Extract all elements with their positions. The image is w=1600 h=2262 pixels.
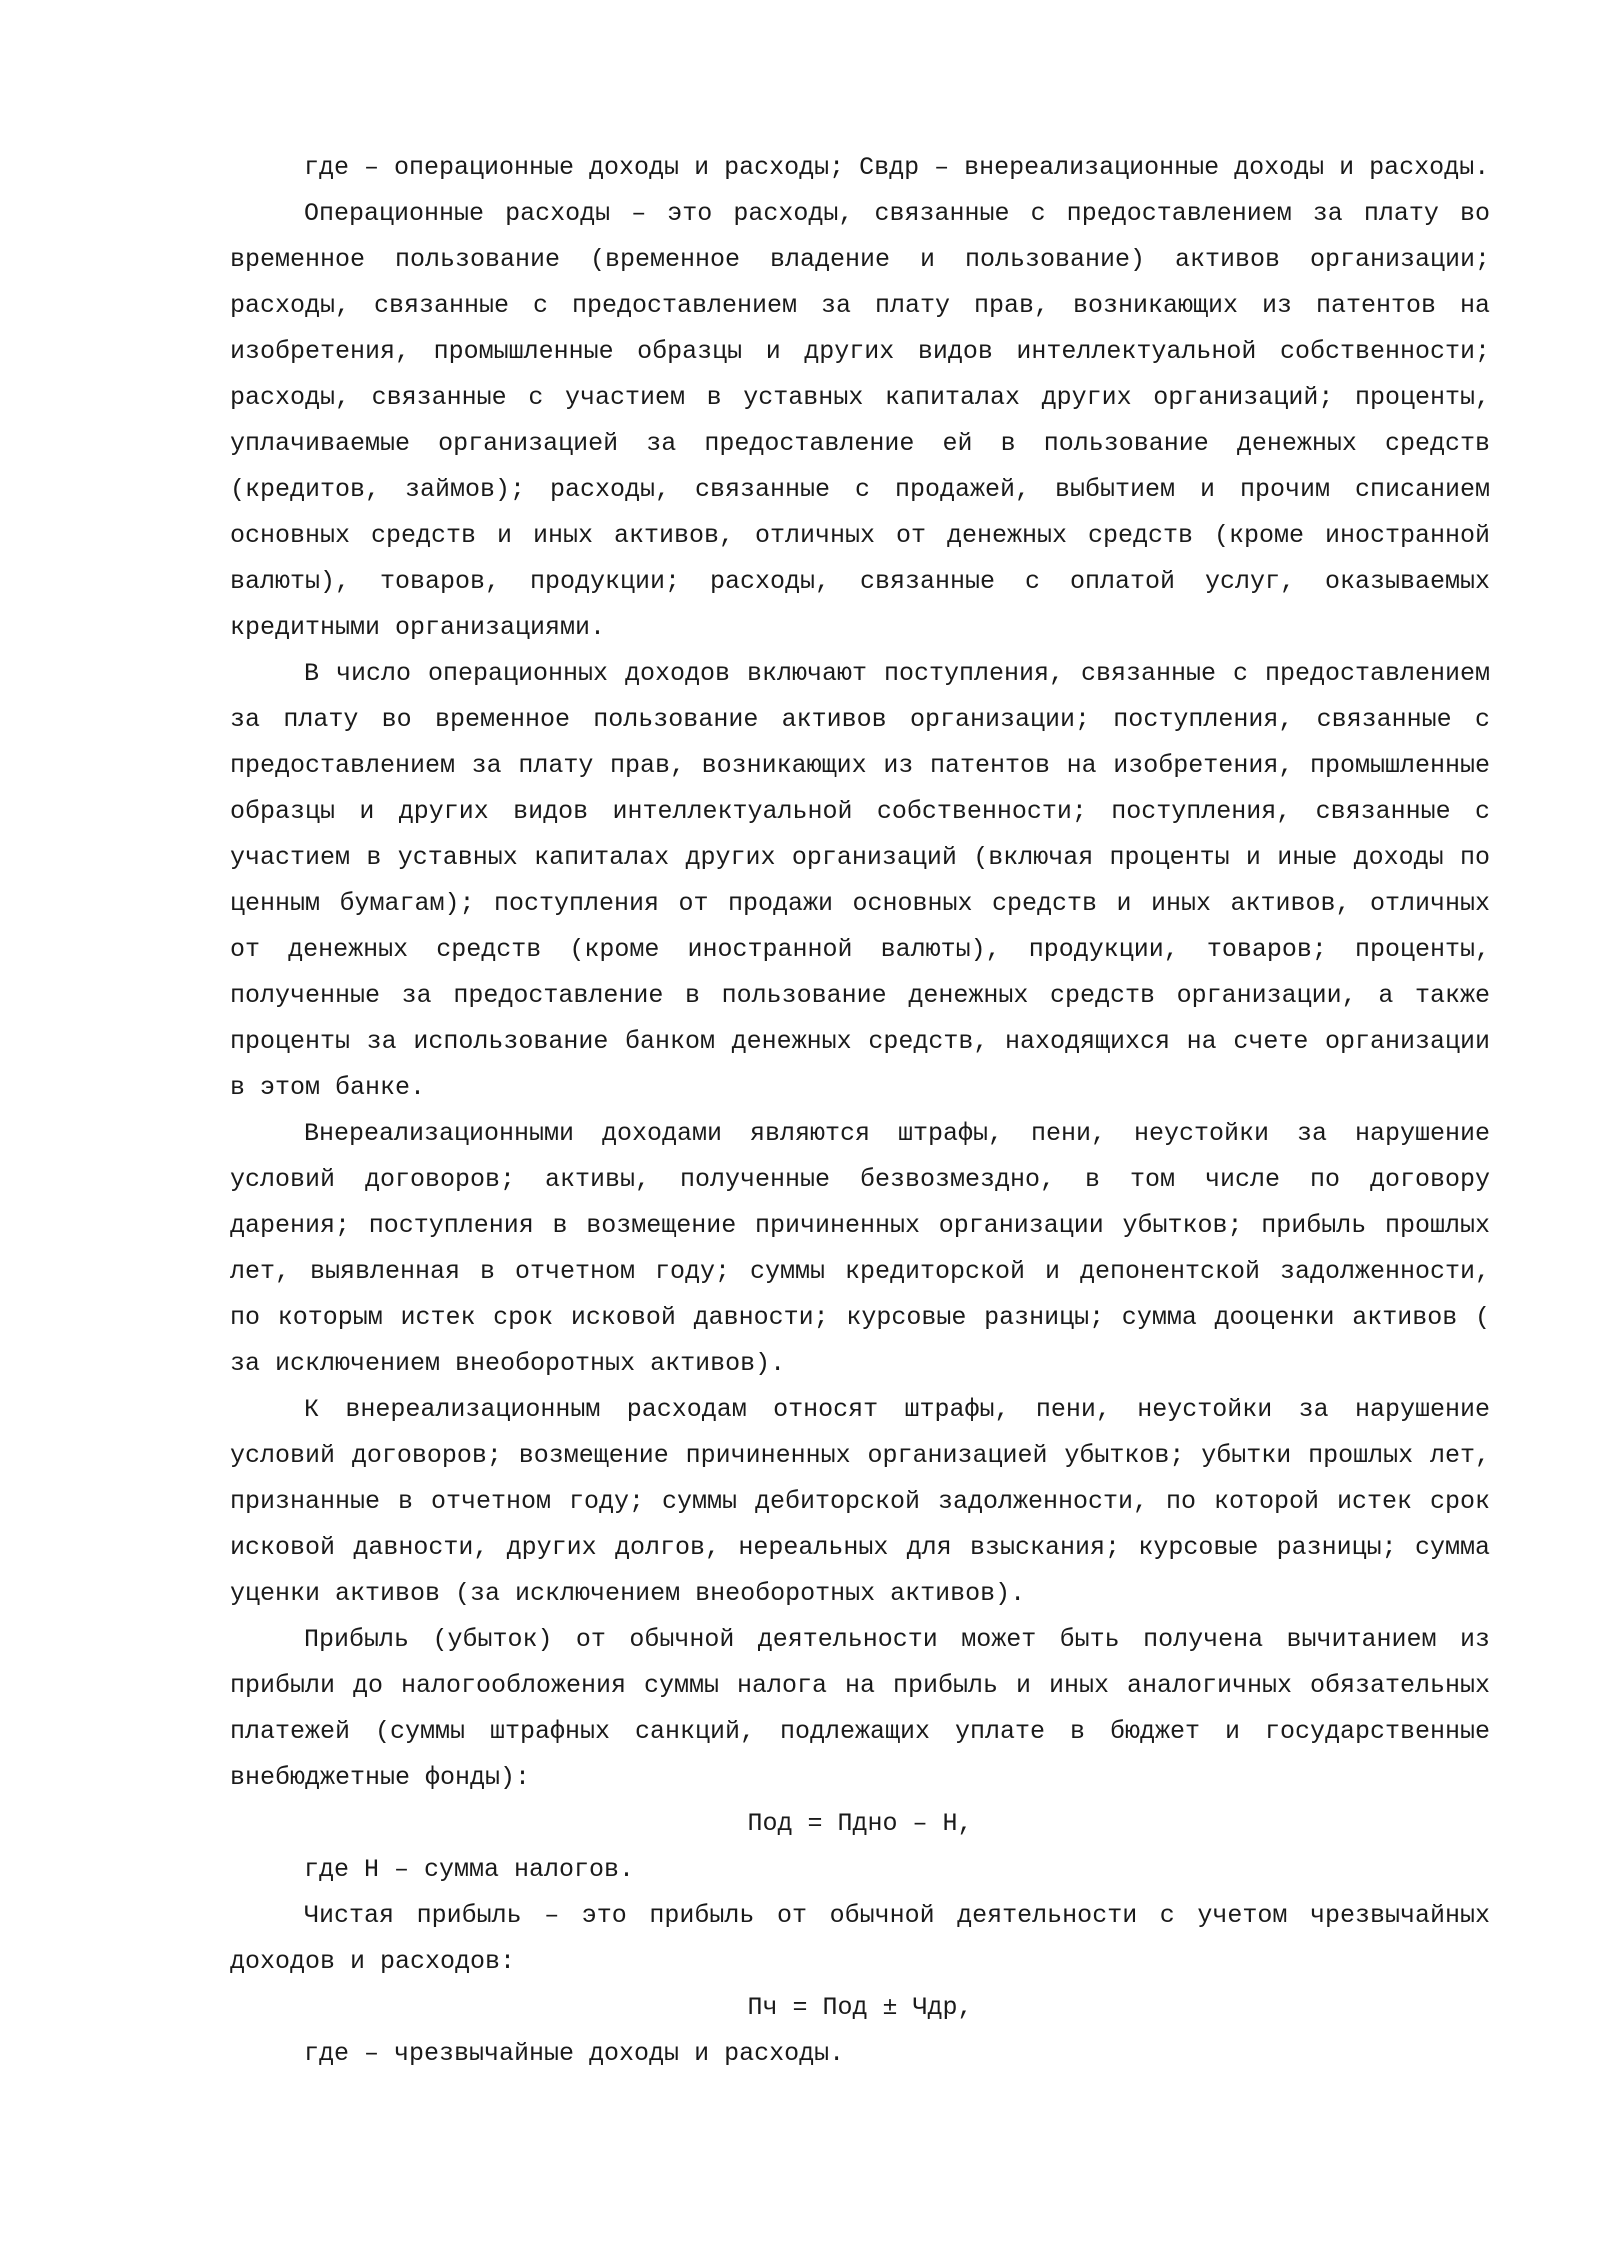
paragraph-ordinary-profit: Прибыль (убыток) от обычной деятельности может быть получена вычитанием из прибыли до налогообложения суммы налога на прибыль и иных аналогичных обязательных платежей (суммы штрафных санкций, подлежащих уплате в бюджет и государственные внебюджетные фонды): xyxy=(230,1625,1490,1792)
paragraph-non-operating-income: Внереализационными доходами являются штрафы, пени, неустойки за нарушение условий договоров; активы, полученные безвозмездно, в том числе по договору дарения; поступления в возмещение причиненных организации убытков; прибыль прошлых лет, выявленная в отчетном году; суммы кредиторской и депонентской задолженности, по которым истек срок исковой давности; курсовые разницы; сумма дооценки активов ( за исключением внеоборотных активов). xyxy=(230,1119,1490,1378)
formula-ordinary-profit-note: где Н – сумма налогов. xyxy=(304,1855,635,1884)
paragraph-net-profit: Чистая прибыль – это прибыль от обычной деятельности с учетом чрезвычайных доходов и расходов: xyxy=(230,1901,1490,1976)
paragraph-operating-expenses: Операционные расходы – это расходы, связанные с предоставлением за плату во временное пользование (временное владение и пользование) активов организации; расходы, связанные с предоставлением за плату прав, возникающих из патентов на изобретения, промышленные образцы и других видов интеллектуальной собственности; расходы, связанные с участием в уставных капиталах других организаций; проценты, уплачиваемые организацией за предоставление ей в пользование денежных средств (кредитов, займов); расходы, связанные с продажей, выбытием и прочим списанием основных средств и иных активов, отличных от денежных средств (кроме иностранной валюты), товаров, продукции; расходы, связанные с оплатой услуг, оказываемых кредитными организациями. xyxy=(230,199,1490,642)
formula-net-profit-note: где – чрезвычайные доходы и расходы. xyxy=(304,2039,845,2068)
document-body xyxy=(230,145,1490,2077)
paragraph-non-operating-expenses: К внереализационным расходам относят штрафы, пени, неустойки за нарушение условий договоров; возмещение причиненных организацией убытков; убытки прошлых лет, признанные в отчетном году; суммы дебиторской задолженности, по которой истек срок исковой давности, других долгов, нереальных для взыскания; курсовые разницы; сумма уценки активов (за исключением внеоборотных активов). xyxy=(230,1395,1490,1608)
formula-ordinary-profit: Под = Пдно – Н, xyxy=(747,1809,973,1838)
paragraph-non-operating-note: где – операционные доходы и расходы; Свдр – внереализационные доходы и расходы. xyxy=(304,153,1490,182)
paragraph-operating-income: В число операционных доходов включают поступления, связанные с предоставлением за плату во временное пользование активов организации; поступления, связанные с предоставлением за плату прав, возникающих из патентов на изобретения, промышленные образцы и других видов интеллектуальной собственности; поступления, связанные с участием в уставных капиталах других организаций (включая проценты и иные доходы по ценным бумагам); поступления от продажи основных средств и иных активов, отличных от денежных средств (кроме иностранной валюты), продукции, товаров; проценты, полученные за предоставление в пользование денежных средств организации, а также проценты за использование банком денежных средств, находящихся на счете организации в этом банке. xyxy=(230,659,1490,1102)
formula-net-profit: Пч = Под ± Чдр, xyxy=(747,1993,973,2022)
